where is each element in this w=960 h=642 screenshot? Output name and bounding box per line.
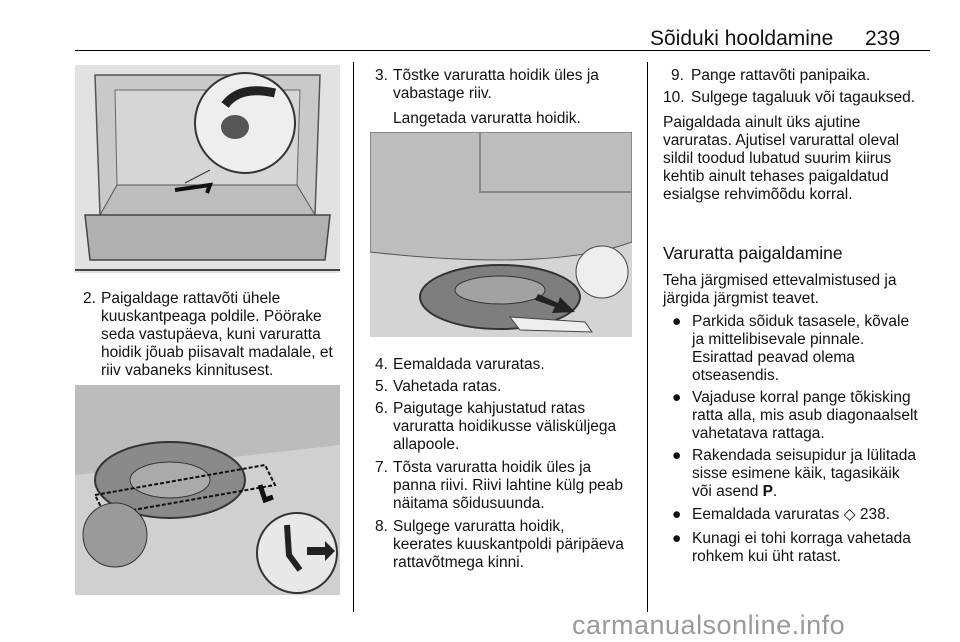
intro-line: järgida järgmist teavet. [663,290,819,307]
bullet-line [692,506,947,524]
column-divider-left [353,62,354,612]
step-9-line: Pange rattavõti panipaika. [691,67,871,84]
column-divider-right [647,62,648,612]
page-reference-icon[interactable]: ◇ [843,506,856,523]
step-9-number: 9. [671,67,684,84]
figure-spare-wheel-carrier [75,385,340,595]
step-8-line: keerates kuuskantpoldi päripäeva [393,536,624,553]
figure-lowering-carrier [370,132,632,337]
step-10 [663,89,938,107]
note-line: Paigaldada ainult üks ajutine [663,114,861,131]
figure-cargo-area [75,65,340,273]
step-7-number: 7. [375,459,388,476]
bullet-item [672,389,947,443]
bullet-line: rohkem kui üht ratast. [692,548,842,565]
bullet-line: ratta alla, mis asub diagonaalselt [692,407,918,424]
step-7-line: Tõsta varuratta hoidik üles ja [393,459,592,476]
step-2-line: Paigaldage rattavõti ühele [101,290,281,307]
step-9 [671,67,936,85]
step-6-number: 6. [375,400,388,417]
bullet-icon: ● [672,506,682,523]
watermark: carmanualsonline.info [572,610,846,640]
step-6-line: allapoole. [393,436,460,453]
step-8 [375,518,647,572]
page-reference[interactable]: 238. [855,506,891,523]
step-3-line: vabastage riiv. [393,85,492,102]
note-line: sildil toodud lubatud suurim kiirus [663,150,892,167]
step-4 [375,356,645,374]
step-8-line: Sulgege varuratta hoidik, [393,518,565,535]
bullet-line: vahetatava rattaga. [692,425,825,442]
bullet-line: ja mittelibisevale pinnale. [692,331,865,348]
bullet-text: või asend [692,483,763,500]
step-2-line: kuuskantpeaga poldile. Pöörake [101,308,322,325]
lowering-carrier-illustration [370,132,632,337]
bullet-line: Vajaduse korral pange tõkisking [692,389,911,406]
step-4-line: Eemaldada varuratas. [393,356,545,373]
step-10-number: 10. [663,89,685,106]
step-10-line: Sulgege tagaluuk või tagauksed. [691,89,916,106]
bullet-line: Parkida sõiduk tasasele, kõvale [692,313,910,330]
step-7-line: näitama sõidusuunda. [393,495,545,512]
bullet-line: Rakendada seisupidur ja lülitada [692,447,917,464]
bullet-icon: ● [672,389,682,406]
step-2 [83,290,353,380]
step-2-line: seda vastupäeva, kuni varuratta [101,326,321,343]
bullet-line: sisse esimene käik, tagasikäik [692,465,900,482]
cargo-area-illustration [75,65,340,273]
bullet-item [672,313,942,385]
bullet-icon: ● [672,313,682,330]
step-2-line: hoidik jõuab piisavalt madalale, et [101,344,333,361]
spare-wheel-note [663,114,943,204]
bullet-icon: ● [672,447,682,464]
note-line: kehtib ainult tehases paigaldatud [663,168,889,185]
header-rule [75,50,930,51]
step-3-line: Tõstke varuratta hoidik üles ja [393,67,599,84]
gear-position-p: P [762,483,774,500]
step-5-line: Vahetada ratas. [393,378,502,395]
bullet-item [672,506,947,524]
spare-wheel-illustration [75,385,340,595]
step-5-number: 5. [375,378,388,395]
bullet-item [672,530,947,566]
step-5 [375,378,645,396]
note-line: esialgse rehvimõõdu korral. [663,186,853,203]
bullet-line: Kunagi ei tohi korraga vahetada [692,530,911,547]
step-8-line: rattavõtmega kinni. [393,554,524,571]
section-heading: Varuratta paigaldamine [663,243,843,263]
step-8-number: 8. [375,518,388,535]
step-4-number: 4. [375,356,388,373]
step-7 [375,459,647,513]
step-3 [375,67,645,103]
bullet-line: Esirattad peavad olema [692,349,855,366]
step-6 [375,400,645,454]
bullet-text: . [773,483,778,500]
step-7-line: panna riivi. Riivi lahtine külg peab [393,477,624,494]
intro-line: Teha järgmised ettevalmistused ja [663,272,897,289]
step-6-line: varuratta hoidikusse välisküljega [393,418,617,435]
note-line: varuratas. Ajutisel varurattal oleval [663,132,900,149]
bullet-line [692,483,947,501]
page-title: Sõiduki hooldamine [650,27,834,50]
bullet-item [672,447,947,501]
step-2-line: riiv vabaneks kinnitusest. [101,362,274,379]
step-3-number: 3. [375,67,388,84]
bullet-line: otseasendis. [692,367,780,384]
bullet-text: Eemaldada varuratas [692,506,844,523]
step-2-number: 2. [83,290,96,307]
step-6-line: Paigutage kahjustatud ratas [393,400,586,417]
section-intro [663,272,943,308]
bullet-icon: ● [672,530,682,547]
page-number: 239 [865,27,901,50]
step-3-extra: Langetada varuratta hoidik. [393,110,581,127]
